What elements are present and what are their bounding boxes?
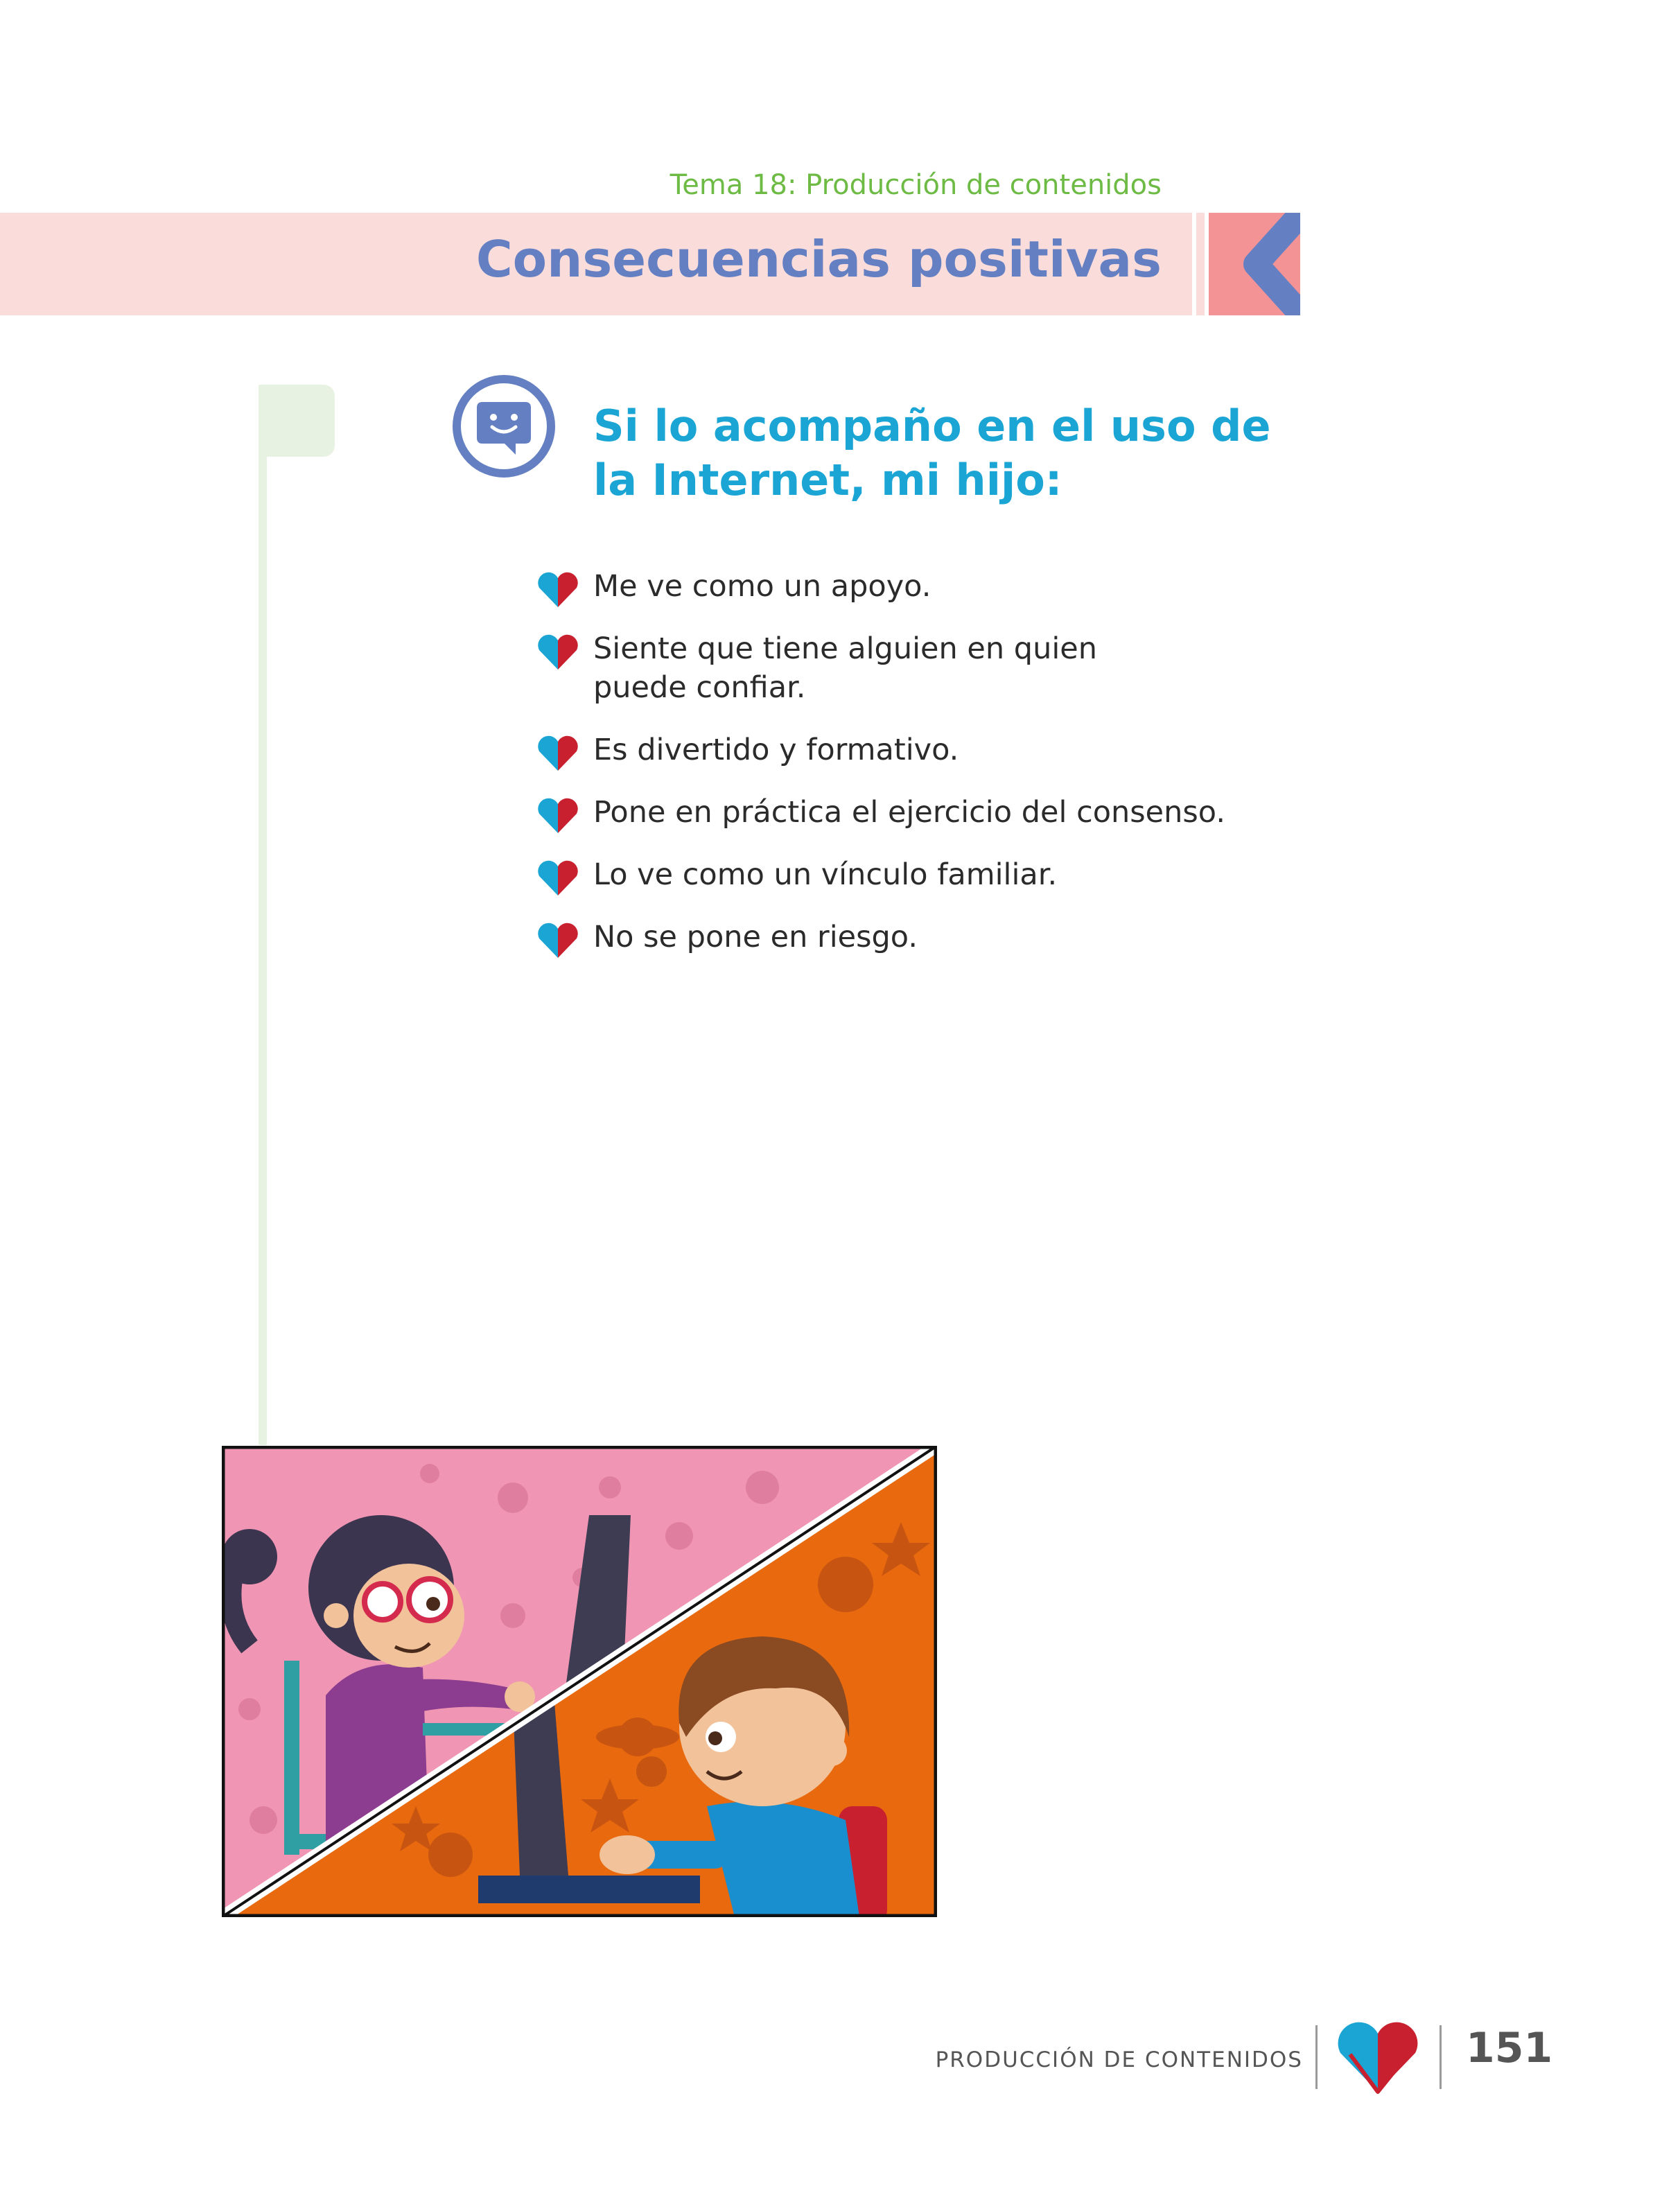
footer-divider [1440, 2025, 1442, 2089]
list-item [534, 855, 1296, 894]
list-item [534, 793, 1296, 832]
bullet-list [534, 567, 1296, 980]
heart-bullet-icon [534, 796, 582, 837]
heart-bullet-icon [534, 733, 582, 775]
list-item-text-cont: puede confiar. [593, 670, 806, 705]
list-item [534, 918, 1296, 956]
page-number: 151 [1466, 2024, 1553, 2072]
footer-divider [1315, 2025, 1318, 2089]
chat-bubble-icon [450, 373, 557, 480]
section-heading-line1: Si lo acompaño en el uso de [593, 401, 1271, 451]
margin-tab [259, 385, 335, 457]
margin-bar [259, 385, 267, 1445]
list-item-text: No se pone en riesgo. [593, 920, 918, 954]
list-item-text: Siente que tiene alguien en quien [593, 631, 1097, 666]
page-title: Consecuencias positivas [475, 230, 1162, 288]
heart-logo-icon [1329, 2016, 1426, 2099]
footer-section-label: PRODUCCIÓN DE CONTENIDOS [935, 2047, 1303, 2072]
list-item [534, 629, 1296, 707]
list-item-text: Me ve como un apoyo. [593, 569, 931, 604]
section-heading [593, 399, 1271, 507]
list-item [534, 567, 1296, 606]
heart-bullet-icon [534, 632, 582, 674]
list-item-text: Lo ve como un vínculo familiar. [593, 857, 1058, 892]
topic-label: Tema 18: Producción de contenidos [670, 169, 1162, 201]
heart-bullet-icon [534, 858, 582, 900]
illustration-kids-computers [222, 1446, 937, 1917]
chevron-left-icon [1196, 213, 1300, 315]
list-item [534, 731, 1296, 769]
heart-bullet-icon [534, 920, 582, 962]
section-heading-line2: la Internet, mi hijo: [593, 455, 1062, 505]
list-item-text: Es divertido y formativo. [593, 733, 959, 767]
list-item-text: Pone en práctica el ejercicio del consenso. [593, 795, 1226, 830]
heart-bullet-icon [534, 570, 582, 611]
